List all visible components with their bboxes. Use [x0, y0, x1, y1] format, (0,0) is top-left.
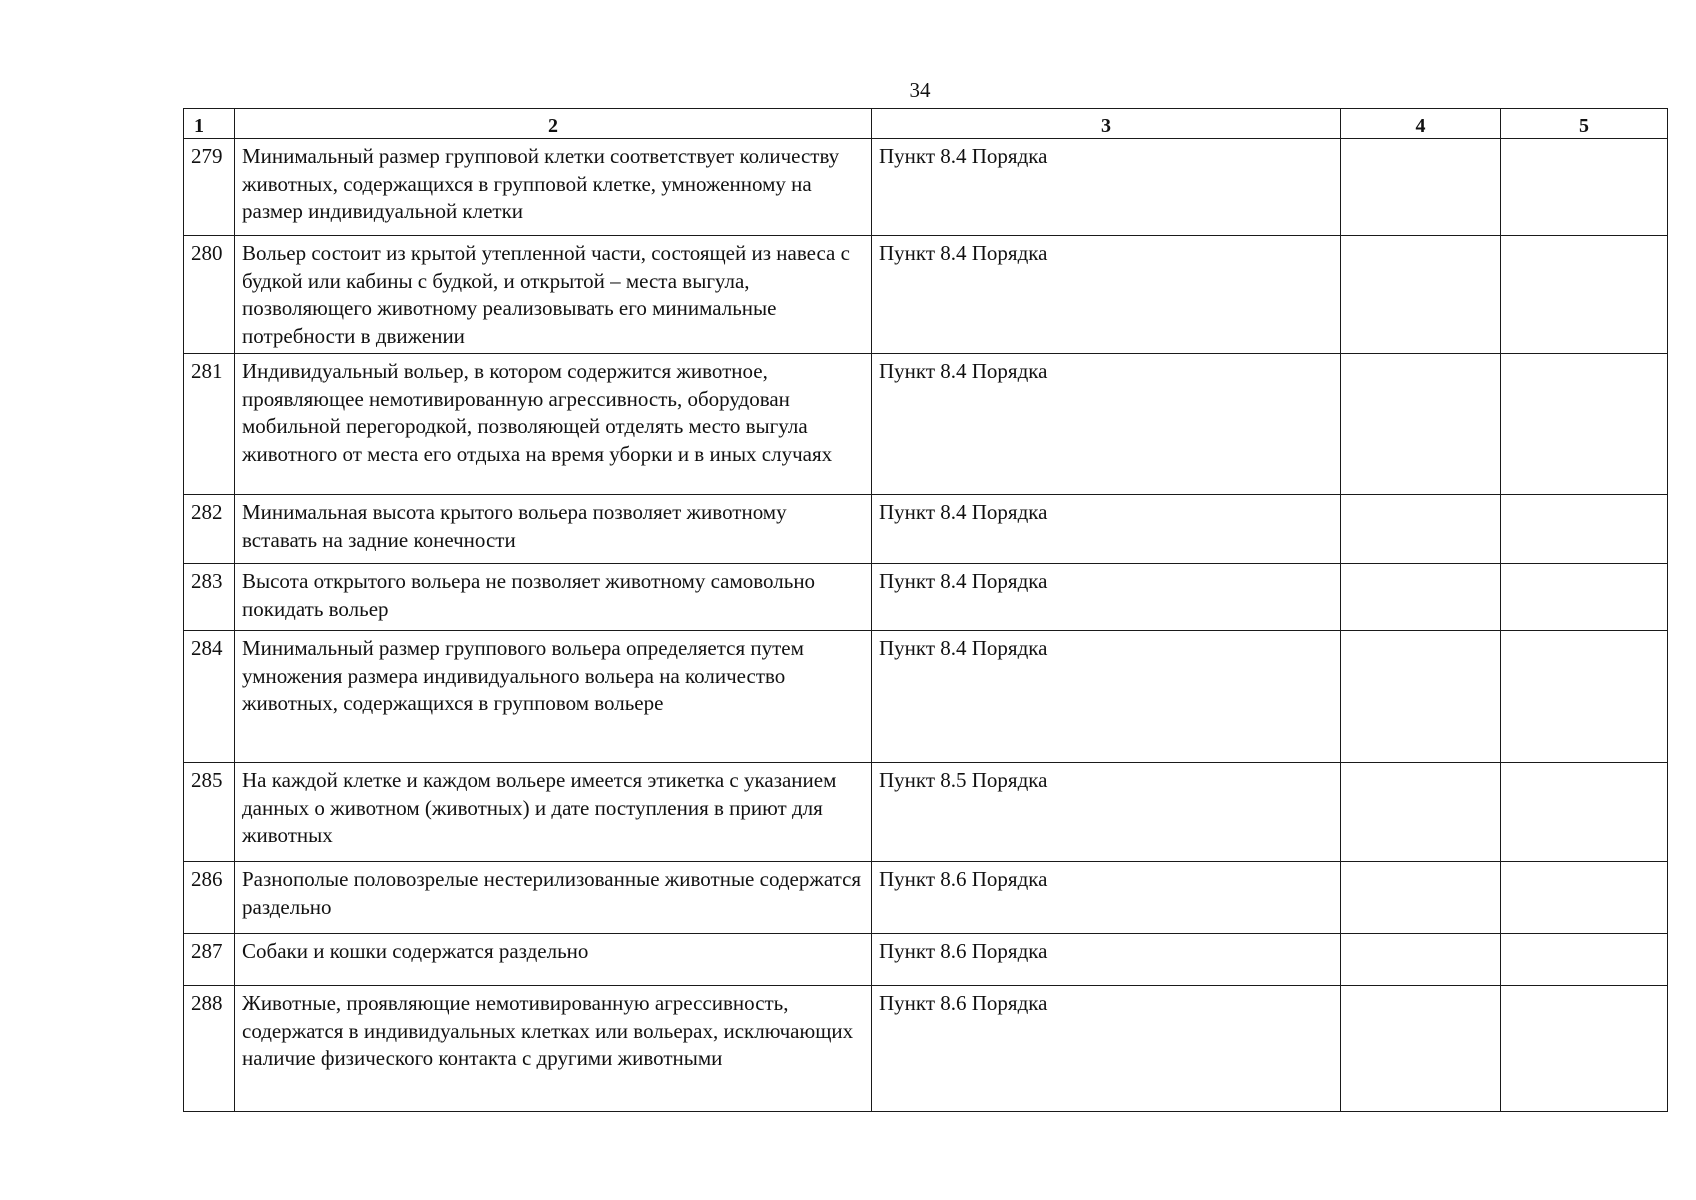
requirement-text: Высота открытого вольера не позволяет животному самовольно покидать вольер — [235, 564, 872, 631]
legal-reference: Пункт 8.6 Порядка — [872, 934, 1341, 986]
table-row — [184, 986, 1668, 1112]
column-header-4: 4 — [1341, 109, 1501, 139]
page-number: 34 — [909, 78, 931, 102]
table-row — [184, 564, 1668, 631]
row-number: 281 — [184, 354, 235, 495]
column-4-cell — [1341, 236, 1501, 354]
column-5-cell — [1501, 564, 1668, 631]
table-row — [184, 236, 1668, 354]
legal-reference: Пункт 8.4 Порядка — [872, 354, 1341, 495]
requirement-text: Собаки и кошки содержатся раздельно — [235, 934, 872, 986]
column-4-cell — [1341, 354, 1501, 495]
column-5-cell — [1501, 236, 1668, 354]
column-4-cell — [1341, 934, 1501, 986]
column-header-1: 1 — [184, 109, 235, 139]
table-row — [184, 354, 1668, 495]
table-row — [184, 862, 1668, 934]
column-5-cell — [1501, 139, 1668, 236]
row-number: 284 — [184, 631, 235, 763]
table-row — [184, 495, 1668, 564]
legal-reference: Пункт 8.4 Порядка — [872, 564, 1341, 631]
column-5-cell — [1501, 934, 1668, 986]
legal-reference: Пункт 8.4 Порядка — [872, 631, 1341, 763]
table-row — [184, 763, 1668, 862]
column-4-cell — [1341, 495, 1501, 564]
row-number: 282 — [184, 495, 235, 564]
row-number: 279 — [184, 139, 235, 236]
requirement-text: Вольер состоит из крытой утепленной части, состоящей из навеса с будкой или кабины с будкой, и открытой – места выгула, позволяющего животному реализовывать его минимальные потребности в движении — [235, 236, 872, 354]
column-5-cell — [1501, 495, 1668, 564]
requirement-text: На каждой клетке и каждом вольере имеется этикетка с указанием данных о животном (животных) и дате поступления в приют для животных — [235, 763, 872, 862]
column-5-cell — [1501, 986, 1668, 1112]
column-4-cell — [1341, 564, 1501, 631]
column-5-cell — [1501, 354, 1668, 495]
legal-reference: Пункт 8.4 Порядка — [872, 139, 1341, 236]
requirement-text: Животные, проявляющие немотивированную агрессивность, содержатся в индивидуальных клетках или вольерах, исключающих наличие физического контакта с другими животными — [235, 986, 872, 1112]
requirements-table — [183, 108, 1668, 1112]
row-number: 285 — [184, 763, 235, 862]
column-header-5: 5 — [1501, 109, 1668, 139]
legal-reference: Пункт 8.6 Порядка — [872, 862, 1341, 934]
table-header-row — [184, 109, 1668, 139]
requirement-text: Индивидуальный вольер, в котором содержится животное, проявляющее немотивированную агрессивность, оборудован мобильной перегородкой, позволяющей отделять место выгула животного от места его отдыха на время уборки и в иных случаях — [235, 354, 872, 495]
row-number: 286 — [184, 862, 235, 934]
table-row — [184, 139, 1668, 236]
column-5-cell — [1501, 631, 1668, 763]
legal-reference: Пункт 8.4 Порядка — [872, 236, 1341, 354]
column-4-cell — [1341, 763, 1501, 862]
legal-reference: Пункт 8.5 Порядка — [872, 763, 1341, 862]
table-row — [184, 631, 1668, 763]
legal-reference: Пункт 8.4 Порядка — [872, 495, 1341, 564]
requirement-text: Минимальный размер групповой клетки соответствует количеству животных, содержащихся в групповой клетке, умноженному на размер индивидуальной клетки — [235, 139, 872, 236]
column-5-cell — [1501, 862, 1668, 934]
legal-reference: Пункт 8.6 Порядка — [872, 986, 1341, 1112]
requirement-text: Минимальный размер группового вольера определяется путем умножения размера индивидуального вольера на количество животных, содержащихся в групповом вольере — [235, 631, 872, 763]
requirement-text: Разнополые половозрелые нестерилизованные животные содержатся раздельно — [235, 862, 872, 934]
row-number: 283 — [184, 564, 235, 631]
row-number: 287 — [184, 934, 235, 986]
column-4-cell — [1341, 139, 1501, 236]
column-header-3: 3 — [872, 109, 1341, 139]
column-header-2: 2 — [235, 109, 872, 139]
column-5-cell — [1501, 763, 1668, 862]
row-number: 288 — [184, 986, 235, 1112]
table-row — [184, 934, 1668, 986]
requirement-text: Минимальная высота крытого вольера позволяет животному вставать на задние конечности — [235, 495, 872, 564]
row-number: 280 — [184, 236, 235, 354]
column-4-cell — [1341, 986, 1501, 1112]
column-4-cell — [1341, 631, 1501, 763]
column-4-cell — [1341, 862, 1501, 934]
